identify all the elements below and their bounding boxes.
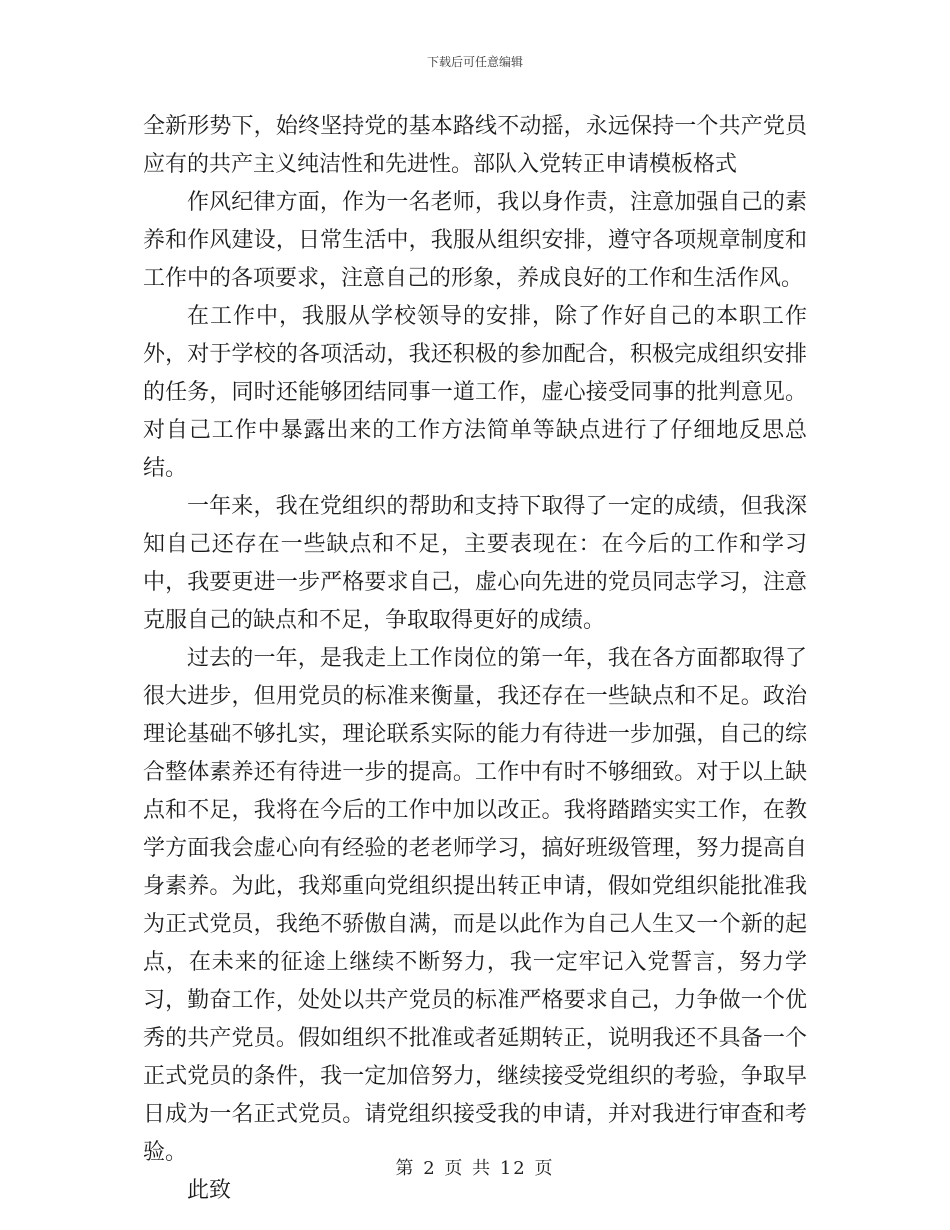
- page-header-note: 下载后可任意编辑: [426, 55, 523, 69]
- paragraph-2: 作风纪律方面，作为一名老师，我以身作责，注意加强自己的素养和作风建设，日常生活中，我服从组织安排，遵守各项规章制度和工作中的各项要求，注意自己的形象，养成良好的工作和生活作风。: [143, 190, 807, 291]
- paragraph-1: 全新形势下，始终坚持党的基本路线不动摇，永远保持一个共产党员应有的共产主义纯洁性和先进性。部队入党转正申请模板格式: [143, 114, 807, 177]
- paragraph-5: 过去的一年，是我走上工作岗位的第一年，我在各方面都取得了很大进步，但用党员的标准来衡量，我还存在一些缺点和不足。政治理论基础不够扎实，理论联系实际的能力有待进一步加强，自己的综合整体素养还有待进一步的提高。工作中有时不够细致。对于以上缺点和不足，我将在今后的工作中加以改正。我将踏踏实实工作，在教学方面我会虚心向有经验的老老师学习，搞好班级管理，努力提高自身素养。为此，我郑重向党组织提出转正申请，假如党组织能批准我为正式党员，我绝不骄傲自满，而是以此作为自己人生又一个新的起点，在未来的征途上继续不断努力，我一定牢记入党誓言，努力学习，勤奋工作，处处以共产党员的标准严格要求自己，力争做一个优秀的共产党员。假如组织不批准或者延期转正，说明我还不具备一个正式党员的条件，我一定加倍努力，继续接受党组织的考验，争取早日成为一名正式党员。请党组织接受我的申请，并对我进行审查和考验。: [143, 646, 807, 1165]
- page-number-footer: 第 2 页 共 12 页: [395, 1158, 555, 1179]
- document-body: [143, 108, 807, 1210]
- closing-salutation: 此致: [187, 1178, 232, 1203]
- paragraph-4: 一年来，我在党组织的帮助和支持下取得了一定的成绩，但我深知自己还存在一些缺点和不足，主要表现在：在今后的工作和学习中，我要更进一步严格要求自己，虚心向先进的党员同志学习，注意克服自己的缺点和不足，争取取得更好的成绩。: [143, 494, 807, 633]
- paragraph-3: 在工作中，我服从学校领导的安排，除了作好自己的本职工作外，对于学校的各项活动，我还积极的参加配合，积极完成组织安排的任务，同时还能够团结同事一道工作，虚心接受同事的批判意见。对自己工作中暴露出来的工作方法简单等缺点进行了仔细地反思总结。: [143, 304, 807, 481]
